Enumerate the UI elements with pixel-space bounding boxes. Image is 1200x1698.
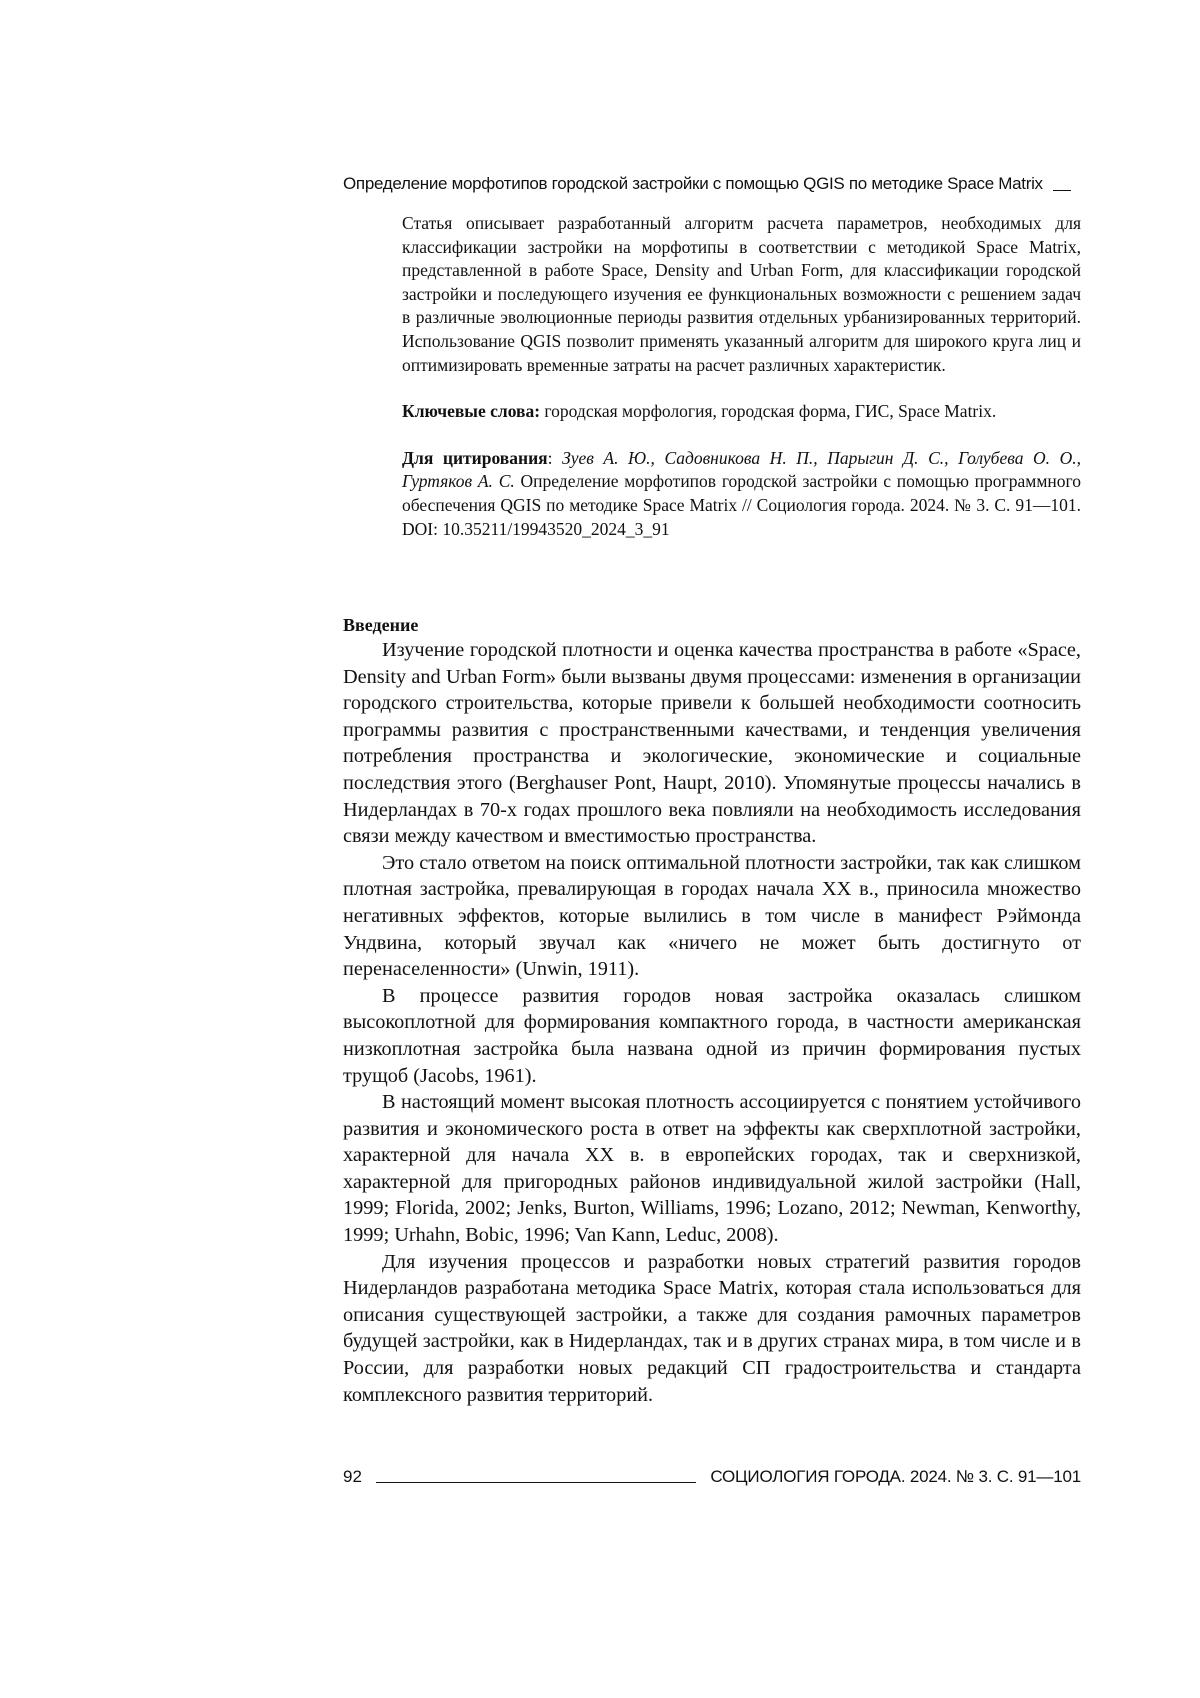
abstract-text: Статья описывает разработанный алгоритм расчета параметров, необходимых для классификации застройки на морфотипы в соответствии с методикой Space Matrix, представленной в работе Space, Density and Urban Form, для классификации городской застройки и последующего изучения ее функциональных возможности с решением задач в различные эволюционные периоды развития отдельных урбанизированных территорий. Использование QGIS позволит применять указанный алгоритм для широкого круга лиц и оптимизировать временные затраты на расчет различных характеристик. (402, 213, 1081, 375)
abstract-block (402, 212, 1081, 541)
running-title: Определение морфотипов городской застройки с помощью QGIS по методике Space Matrix (343, 174, 1043, 193)
keywords-list: городская морфология, городская форма, ГИС, Space Matrix. (544, 401, 997, 422)
citation-label: Для цитирования (402, 447, 548, 468)
body-paragraph: В настоящий момент высокая плотность ассоциируется с понятием устойчивого развития и экономического роста в ответ на эффекты как сверхплотной застройки, характерной для начала XX в. в европейских городах, так и сверхнизкой, характерной для пригородных районов индивидуальной жилой застройки (Hall, 1999; Florida, 2002; Jenks, Burton, Williams, 1996; Lozano, 2012; Newman, Kenworthy, 1999; Urhahn, Bobic, 1996; Van Kann, Leduc, 2008). (343, 1091, 1081, 1247)
body-paragraph: Изучение городской плотности и оценка качества пространства в работе «Space, Density and Urban Form» были вызваны двумя процессами: изменения в организации городского строительства, которые привели к большей необходимости соотносить программы развития с пространственными качествами, и тенденция увеличения потребления пространства и экологические, экономические и социальные последствия этого (Berghauser Pont, Haupt, 2010). Упомянутые процессы начались в Нидерландах в 70-х годах прошлого века повлияли на необходимость исследования связи между качеством и вместимостью пространства. (343, 639, 1081, 848)
body-paragraph: Это стало ответом на поиск оптимальной плотности застройки, так как слишком плотная застройка, превалирующая в городах начала XX в., приносила множество негативных эффектов, которые вылились в том числе в манифест Рэймонда Ундвина, который звучал как «ничего не может быть достигнуто от перенаселенности» (Unwin, 1911). (343, 851, 1081, 981)
citation: Для цитирования: Зуев А. Ю., Садовникова Н. П., Парыгин Д. С., Голубева О. О., Гуртяков А. С. Определение морфотипов городской застройки с помощью программного обеспечения QGIS по методике Space Matrix // Социология города. 2024. № 3. С. 91—101. DOI: 10.35211/19943520_2024_3_91 (402, 447, 1081, 539)
body-paragraph: В процессе развития городов новая застройка оказалась слишком высокоплотной для формирования компактного города, в частности американская низкоплотная застройка была названа одной из причин формирования пустых трущоб (Jacobs, 1961). (343, 984, 1081, 1087)
header-rule (1053, 190, 1071, 191)
citation-details: Определение морфотипов городской застройки с помощью программного обеспечения QGIS по методике Space Matrix // Социология города. 2024. № 3. С. 91—101. DOI: 10.35211/19943520_2024_3_91 (402, 471, 1081, 539)
footer-rule (376, 1482, 696, 1483)
page-footer (343, 1467, 1081, 1487)
body-paragraph: Для изучения процессов и разработки новых стратегий развития городов Нидерландов разработана методика Space Matrix, которая стала использоваться для описания существующей застройки, а также для создания рамочных параметров будущей застройки, как в Нидерландах, так и в других странах мира, в том числе и в России, для разработки новых редакций СП градостроительства и стандарта комплексного развития территорий. (343, 1250, 1081, 1406)
running-header (343, 174, 1081, 194)
page-number: 92 (343, 1467, 362, 1486)
journal-reference: СОЦИОЛОГИЯ ГОРОДА. 2024. № 3. С. 91—101 (710, 1467, 1081, 1486)
article-body (343, 613, 1081, 1408)
keywords (402, 400, 1081, 424)
section-heading: Введение (343, 615, 419, 635)
citation-authors: Зуев А. Ю., Садовникова Н. П., Парыгин Д. С., Голубева О. О., Гуртяков А. С. (402, 447, 1081, 492)
keywords-label: Ключевые слова: (402, 401, 541, 422)
